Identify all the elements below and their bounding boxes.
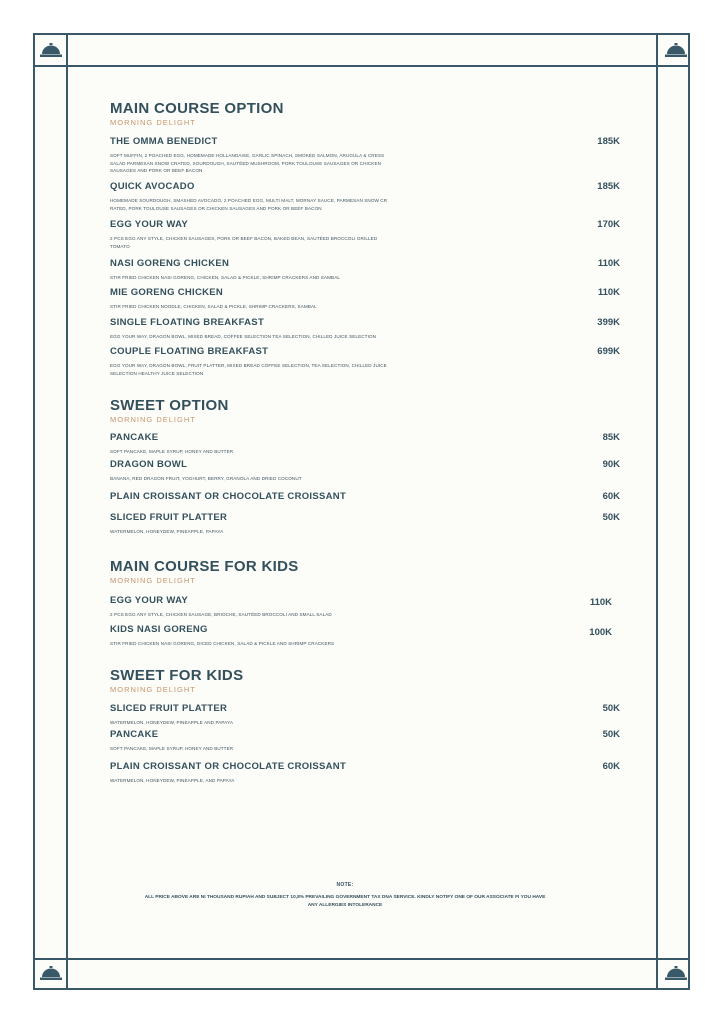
item-price: 50K: [602, 729, 620, 740]
item-name: THE OMMA BENEDICT: [110, 136, 218, 147]
item-price: 50K: [602, 512, 620, 523]
item-description: EGG YOUR WAY, DRAGON BOWL, FRUIT PLATTER, MIXED BREAD COFFEE SELECTION, TEA SELECTION, CHILLED JUICE SELECTION HEALTHY JUICE SELECTION: [110, 363, 387, 376]
item-description: 2 PCS EGG ANY STYLE, CHICKEN SAUSAGES, PORK OR BEEF BACON, BAKED BEAN, SAUTÉED BROCCOLI GRILLED TOMATO: [110, 236, 378, 249]
menu-item: [110, 136, 620, 175]
item-price: 110K: [597, 287, 620, 298]
section-title: SWEET FOR KIDS: [110, 667, 244, 684]
section-main-course-kids: [110, 559, 620, 585]
item-price: 60K: [602, 761, 620, 772]
item-name: PANCAKE: [110, 729, 159, 740]
frame-left-line: [66, 35, 68, 988]
menu-item: [110, 219, 620, 250]
menu-item: [110, 491, 620, 502]
item-description: 2 PCS EGG ANY STYLE, CHICKEN SAUSAGE, BRIOCHE, SAUTÉED BROCCOLI AND SMALL SALAD: [110, 612, 332, 617]
item-name: PLAIN CROISSANT OR CHOCOLATE CROISSANT: [110, 491, 347, 502]
menu-item: [110, 287, 620, 311]
menu-item: [110, 761, 620, 785]
item-description: STIR FRIED CHICKEN NASI GORENG, DICED CHICKEN, SALAD & PICKLE AND SHRIMP CRACKERS: [110, 641, 335, 646]
section-subtitle: MORNING DELIGHT: [110, 118, 196, 127]
item-name: SINGLE FLOATING BREAKFAST: [110, 317, 265, 328]
item-price: 100K: [589, 627, 612, 638]
item-price: 185K: [597, 136, 620, 147]
item-description: SOFT PANCAKE, MAPLE SYRUP, HONEY AND BUTTER: [110, 449, 234, 454]
cloche-icon: [40, 42, 62, 58]
item-price: 699K: [597, 346, 620, 357]
menu-item: [110, 729, 620, 753]
item-name: EGG YOUR WAY: [110, 595, 189, 606]
menu-item: [110, 459, 620, 483]
menu-item: [110, 512, 620, 536]
section-sweet-option: [110, 398, 620, 424]
item-price: 60K: [602, 491, 620, 502]
item-name: QUICK AVOCADO: [110, 181, 195, 192]
menu-item: [110, 432, 620, 456]
section-main-course: [110, 101, 620, 127]
item-description: SOFT PANCAKE, MAPLE SYRUP, HONEY AND BUTTER: [110, 746, 234, 751]
item-name: PANCAKE: [110, 432, 159, 443]
item-name: KIDS NASI GORENG: [110, 624, 208, 635]
section-title: SWEET OPTION: [110, 397, 229, 414]
item-price: 399K: [597, 317, 620, 328]
item-name: EGG YOUR WAY: [110, 219, 189, 230]
item-description: EGG YOUR WAY, DRAGON BOWL, MIXED BREAD, COFFEE SELECTION TEA SELECTION, CHILLED JUICE SELECTION: [110, 334, 377, 339]
cloche-icon: [665, 965, 687, 981]
item-price: 90K: [602, 459, 620, 470]
frame-top-line: [35, 65, 688, 67]
note-label: NOTE:: [336, 882, 354, 888]
item-name: DRAGON BOWL: [110, 459, 188, 470]
item-price: 185K: [597, 181, 620, 192]
item-name: MIE GORENG CHICKEN: [110, 287, 224, 298]
item-description: STIR FRIED CHICKEN NASI GORENG, CHICKEN, SALAD & PICKLE, SHRIMP CRACKERS AND SAMBAL: [110, 275, 341, 280]
item-description: BANANA, RED DRAGON FRUIT, YOGHURT, BERRY, GRANOLA AND DRIED COCONUT: [110, 476, 302, 481]
item-description: SOFT MUFFIN, 2 POACHED EGG, HOMEMADE HOLLANDAISE, GARLIC SPINACH, SMOKED SALMON, ARUGULA & CRESS SALAD PARMESAN SNOW CRATED, SOURDOUGH, SAUTÉED MUSHROOM, PORK TOULOUSE SAUSAGES OR CHICKEN SAUSAGES AND PORK OR BEEF BACON: [110, 153, 385, 173]
item-description: WATERMELON, HONEYDEW, PINEAPPLE, PAPAYA: [110, 529, 224, 534]
item-name: SLICED FRUIT PLATTER: [110, 703, 228, 714]
cloche-icon: [665, 42, 687, 58]
item-price: 110K: [589, 597, 612, 608]
item-description: HOMEMADE SOURDOUGH, SMASHED AVOCADO, 2 POACHED EGG, MULTI MALT, MORNAY SAUCE, PARMESAN SNOW CR RATED, PORK TOULOUSE SAUSAGES OR CHICKEN SAUSAGES AND PORK OR BEEF BACON: [110, 198, 388, 211]
menu-item: [110, 181, 620, 212]
menu-item: [110, 624, 620, 648]
note-text: ALL PRICE ABOVE ARE NI THOUSAND RUPIAH AND SUBJECT 10,8% PREVAILING GOVERNMENT TAX DNA SERVICE. KINDLY NOTIFY ONE OF OUR ASSOCIATE FI YOU HAVE ANY ALLERGIES INTOLERANCE: [144, 895, 546, 908]
menu-item: [110, 703, 620, 727]
frame-right-line: [656, 35, 658, 988]
menu-item: [110, 346, 620, 377]
section-subtitle: MORNING DELIGHT: [110, 415, 196, 424]
section-subtitle: MORNING DELIGHT: [110, 685, 196, 694]
menu-item: [110, 258, 620, 282]
item-description: STIR FRIED CHICKEN NOODLE, CHICKEN, SALAD & PICKLE, SHRIMP CRACKERS, SAMBAL: [110, 304, 317, 309]
section-title: MAIN COURSE OPTION: [110, 100, 284, 117]
price-note: [140, 882, 550, 910]
section-sweet-kids: [110, 668, 620, 694]
item-price: 170K: [597, 219, 620, 230]
item-name: NASI GORENG CHICKEN: [110, 258, 230, 269]
item-price: 110K: [597, 258, 620, 269]
cloche-icon: [40, 965, 62, 981]
item-name: COUPLE FLOATING BREAKFAST: [110, 346, 269, 357]
section-title: MAIN COURSE FOR KIDS: [110, 558, 299, 575]
item-name: PLAIN CROISSANT OR CHOCOLATE CROISSANT: [110, 761, 347, 772]
item-description: WATERMELON, HONEYDEW, PINEAPPLE AND PAPAYA: [110, 720, 234, 725]
menu-item: [110, 595, 620, 619]
item-price: 85K: [602, 432, 620, 443]
item-price: 50K: [602, 703, 620, 714]
item-name: SLICED FRUIT PLATTER: [110, 512, 228, 523]
frame-bottom-line: [35, 958, 688, 960]
item-description: WATERMELON, HONEYDEW, PINEAPPLE, AND PAPAYA: [110, 778, 235, 783]
menu-item: [110, 317, 620, 341]
section-subtitle: MORNING DELIGHT: [110, 576, 196, 585]
